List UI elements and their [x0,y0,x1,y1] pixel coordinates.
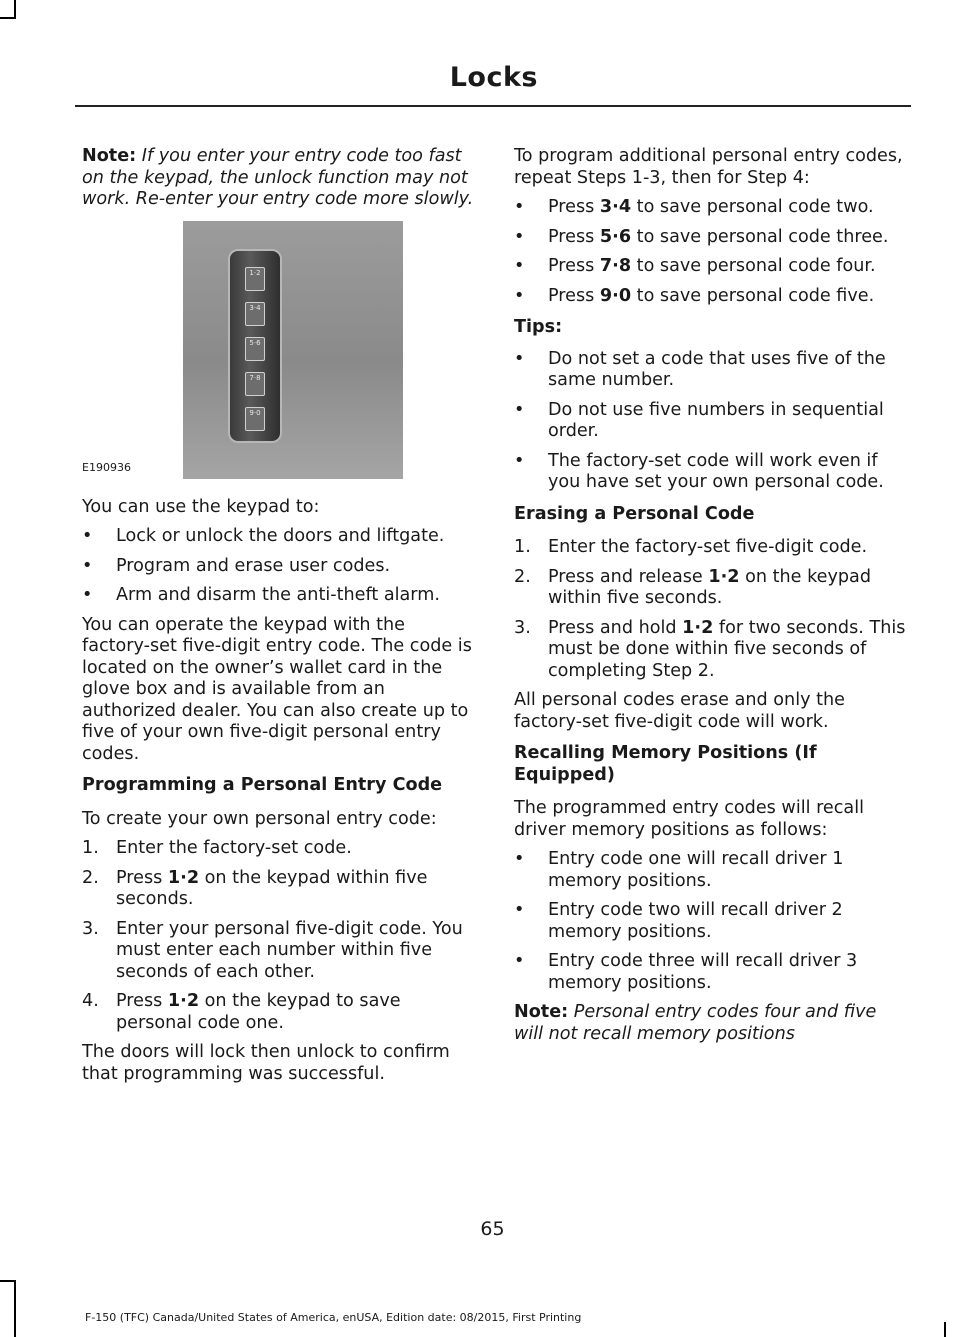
keypad-intro: You can use the keypad to: [82,496,320,517]
additional-codes-list [514,197,910,307]
keypad-key: 9·0 [245,407,265,431]
crop-mark [0,17,16,19]
keypad-key: 3·4 [245,302,265,326]
confirm-paragraph: The doors will lock then unlock to confirm that programming was successful. [82,1042,450,1084]
keypad-key: 1·2 [245,267,265,291]
step-item: 3. Enter your personal five-digit code. You must enter each number within five seconds of each other. [82,918,463,982]
step-item: 3. Press and hold 1·2 for two seconds. This must be done within five seconds of completing Step 2. [514,617,906,681]
operate-paragraph: You can operate the keypad with the factory-set five-digit entry code. The code is located on the owner’s wallet card in the glove box and is available from an authorized dealer. You can also create up to five of your own five-digit personal entry codes. [82,614,472,764]
section-heading-programming: Programming a Personal Entry Code [82,775,443,795]
list-item: • Press 7·8 to save personal code four. [514,256,876,276]
list-item: • Press 3·4 to save personal code two. [514,197,874,217]
note-memory [514,1002,910,1045]
left-column [82,146,477,1093]
list-item: • Do not use five numbers in sequential order. [514,399,884,441]
header-rule [75,105,911,107]
note-label: Note: [514,1002,569,1022]
memory-intro: The programmed entry codes will recall driver memory positions as follows: [514,798,864,840]
page-title: Locks [449,62,538,93]
memory-list [514,849,910,994]
list-item: • Lock or unlock the doors and liftgate. [82,526,445,546]
list-item: • Entry code one will recall driver 1 memory positions. [514,849,844,891]
section-heading-erasing: Erasing a Personal Code [514,503,755,524]
page-number: 65 [480,1218,505,1240]
step-item: 2. Press 1·2 on the keypad within five seconds. [82,867,428,909]
additional-codes-intro: To program additional personal entry codes, repeat Steps 1-3, then for Step 4: [514,146,903,188]
note-text: If you enter your entry code too fast on the keypad, the unlock function may not work. Re-enter your entry code more slowly. [82,146,474,209]
list-item: • Program and erase user codes. [82,555,391,576]
step-item: 1. Enter the factory-set code. [82,838,352,858]
keypad-photo [183,221,403,479]
right-column [514,146,910,1053]
crop-mark [944,1322,946,1337]
erasing-steps [514,537,910,682]
list-item: • Do not set a code that uses five of the same number. [514,348,886,390]
list-item: • Press 9·0 to save personal code five. [514,285,875,306]
keypad-panel [228,249,282,443]
keypad-key: 5·6 [245,337,265,361]
step-item: 1. Enter the factory-set five-digit code. [514,537,868,557]
list-item: • Press 5·6 to save personal code three. [514,226,889,247]
list-item: • Arm and disarm the anti-theft alarm. [82,585,440,605]
erase-result: All personal codes erase and only the factory-set five-digit code will work. [514,690,845,732]
list-item: • Entry code three will recall driver 3 memory positions. [514,951,858,993]
keypad-uses-list [82,526,477,607]
list-item: • The factory-set code will work even if you have set your own personal code. [514,450,884,492]
step-item: 2. Press and release 1·2 on the keypad within five seconds. [514,566,871,608]
step-item: 4. Press 1·2 on the keypad to save personal code one. [82,991,401,1033]
crop-mark [14,0,16,18]
note-keypad-speed [82,146,477,211]
tips-label: Tips: [514,317,563,337]
figure-id: E190936 [82,461,131,474]
note-text: Personal entry codes four and five will not recall memory positions [514,1002,877,1044]
crop-mark [14,1280,16,1337]
list-item: • Entry code two will recall driver 2 memory positions. [514,900,843,942]
section-heading-memory: Recalling Memory Positions (If Equipped) [514,743,817,785]
programming-intro: To create your own personal entry code: [82,808,437,829]
keypad-key: 7·8 [245,372,265,396]
note-label: Note: [82,146,137,166]
keypad-figure [82,221,477,483]
programming-steps [82,838,477,1034]
tips-list [514,349,910,494]
edition-info: F-150 (TFC) Canada/United States of America, enUSA, Edition date: 08/2015, First Printing [85,1311,582,1324]
crop-mark [0,1280,16,1282]
